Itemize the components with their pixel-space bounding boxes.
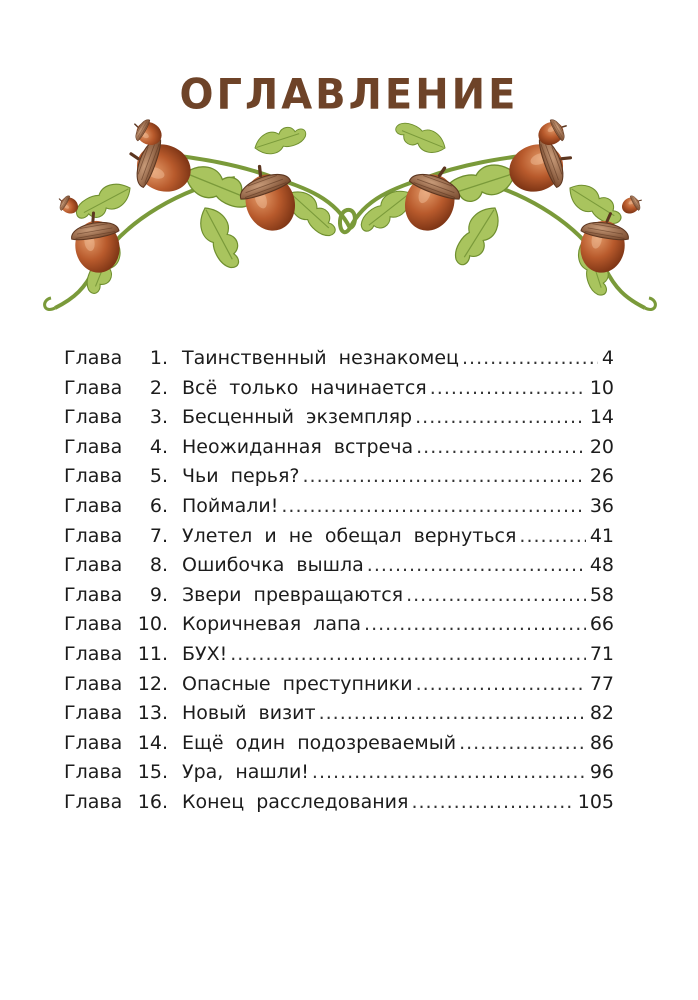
toc-entry (62, 344, 614, 374)
chapter-number: 9. (149, 583, 168, 606)
toc-entry (62, 551, 614, 581)
leader-dots (416, 670, 586, 700)
chapter-number: 13. (137, 702, 168, 725)
page-number: 48 (589, 554, 614, 577)
chapter-label: Глава (64, 613, 123, 636)
toc-entry (62, 522, 614, 552)
page-number: 96 (589, 761, 614, 784)
chapter-title: Новый визит (182, 702, 316, 725)
chapter-label: Глава (64, 761, 123, 784)
toc-entry (62, 462, 614, 492)
chapter-label: Глава (64, 465, 123, 488)
chapter-title: Ошибочка вышла (182, 554, 364, 577)
chapter-label: Глава (64, 642, 123, 665)
chapter-number: 12. (137, 672, 168, 695)
leader-dots (281, 492, 585, 522)
leader-dots (462, 344, 598, 374)
chapter-label: Глава (64, 702, 123, 725)
toc-entry (62, 581, 614, 611)
leader-dots (416, 433, 586, 463)
chapter-title: Ура, нашли! (182, 761, 309, 784)
chapter-title: Коричневая лапа (182, 613, 362, 636)
chapter-title: Опасные преступники (182, 672, 413, 695)
chapter-number: 16. (137, 790, 168, 813)
chapter-title: Улетел и не обещал вернуться (182, 524, 517, 547)
leader-dots (411, 788, 573, 818)
leader-dots (319, 699, 586, 729)
chapter-title: БУХ! (182, 642, 228, 665)
toc-entry (62, 670, 614, 700)
acorn-garland-illustration (35, 118, 665, 328)
leader-dots (430, 374, 586, 404)
toc-entry (62, 492, 614, 522)
chapter-label: Глава (64, 731, 123, 754)
chapter-number: 1. (149, 347, 168, 369)
page-title: ОГЛАВЛЕНИЕ (179, 70, 519, 120)
chapter-number: 14. (137, 731, 168, 754)
toc-entry (62, 758, 614, 788)
page-number: 77 (589, 672, 614, 695)
chapter-label: Глава (64, 524, 123, 547)
leader-dots (303, 462, 586, 492)
chapter-number: 11. (137, 642, 168, 665)
chapter-label: Глава (64, 672, 123, 695)
page-number: 4 (601, 347, 614, 369)
chapter-number: 6. (149, 494, 168, 517)
toc-entry (62, 403, 614, 433)
chapter-title: Неожиданная встреча (182, 435, 414, 458)
chapter-label: Глава (64, 406, 123, 429)
page-number: 10 (589, 376, 614, 399)
chapter-number: 8. (149, 554, 168, 577)
chapter-number: 5. (149, 465, 168, 488)
leader-dots (519, 522, 585, 552)
chapter-title: Таинственный незнакомец (182, 347, 459, 369)
toc-entry (62, 788, 614, 818)
toc-entry (62, 729, 614, 759)
chapter-title: Бесценный экземпляр (182, 406, 413, 429)
chapter-title: Звери превращаются (182, 583, 404, 606)
toc-entry (62, 433, 614, 463)
chapter-label: Глава (64, 347, 123, 369)
page-number: 20 (589, 435, 614, 458)
toc-entry (62, 699, 614, 729)
page-number: 66 (589, 613, 614, 636)
chapter-number: 7. (149, 524, 168, 547)
chapter-label: Глава (64, 583, 123, 606)
chapter-title: Чьи перья? (182, 465, 300, 488)
page-number: 71 (589, 642, 614, 665)
chapter-title: Всё только начинается (182, 376, 427, 399)
chapter-number: 15. (137, 761, 168, 784)
page-number: 58 (589, 583, 614, 606)
chapter-label: Глава (64, 554, 123, 577)
chapter-title: Ещё один подозреваемый (182, 731, 457, 754)
leader-dots (406, 581, 586, 611)
leader-dots (312, 758, 586, 788)
chapter-number: 10. (137, 613, 168, 636)
page-number: 41 (589, 524, 614, 547)
chapter-number: 2. (149, 376, 168, 399)
chapter-label: Глава (64, 790, 123, 813)
chapter-label: Глава (64, 376, 123, 399)
chapter-number: 3. (149, 406, 168, 429)
leader-dots (415, 403, 586, 433)
chapter-title: Поймали! (182, 494, 279, 517)
page-number: 86 (589, 731, 614, 754)
chapter-title: Конец расследования (182, 790, 409, 813)
leader-dots (230, 640, 586, 670)
page-number: 82 (589, 702, 614, 725)
page-number: 36 (589, 494, 614, 517)
toc-entry (62, 374, 614, 404)
chapter-number: 4. (149, 435, 168, 458)
toc-entry (62, 610, 614, 640)
chapter-label: Глава (64, 435, 123, 458)
chapter-label: Глава (64, 494, 123, 517)
page-number: 26 (589, 465, 614, 488)
leader-dots (364, 610, 586, 640)
page-number: 14 (589, 406, 614, 429)
table-of-contents (62, 344, 614, 818)
page-number: 105 (577, 790, 614, 813)
toc-entry (62, 640, 614, 670)
leader-dots (459, 729, 586, 759)
leader-dots (367, 551, 586, 581)
